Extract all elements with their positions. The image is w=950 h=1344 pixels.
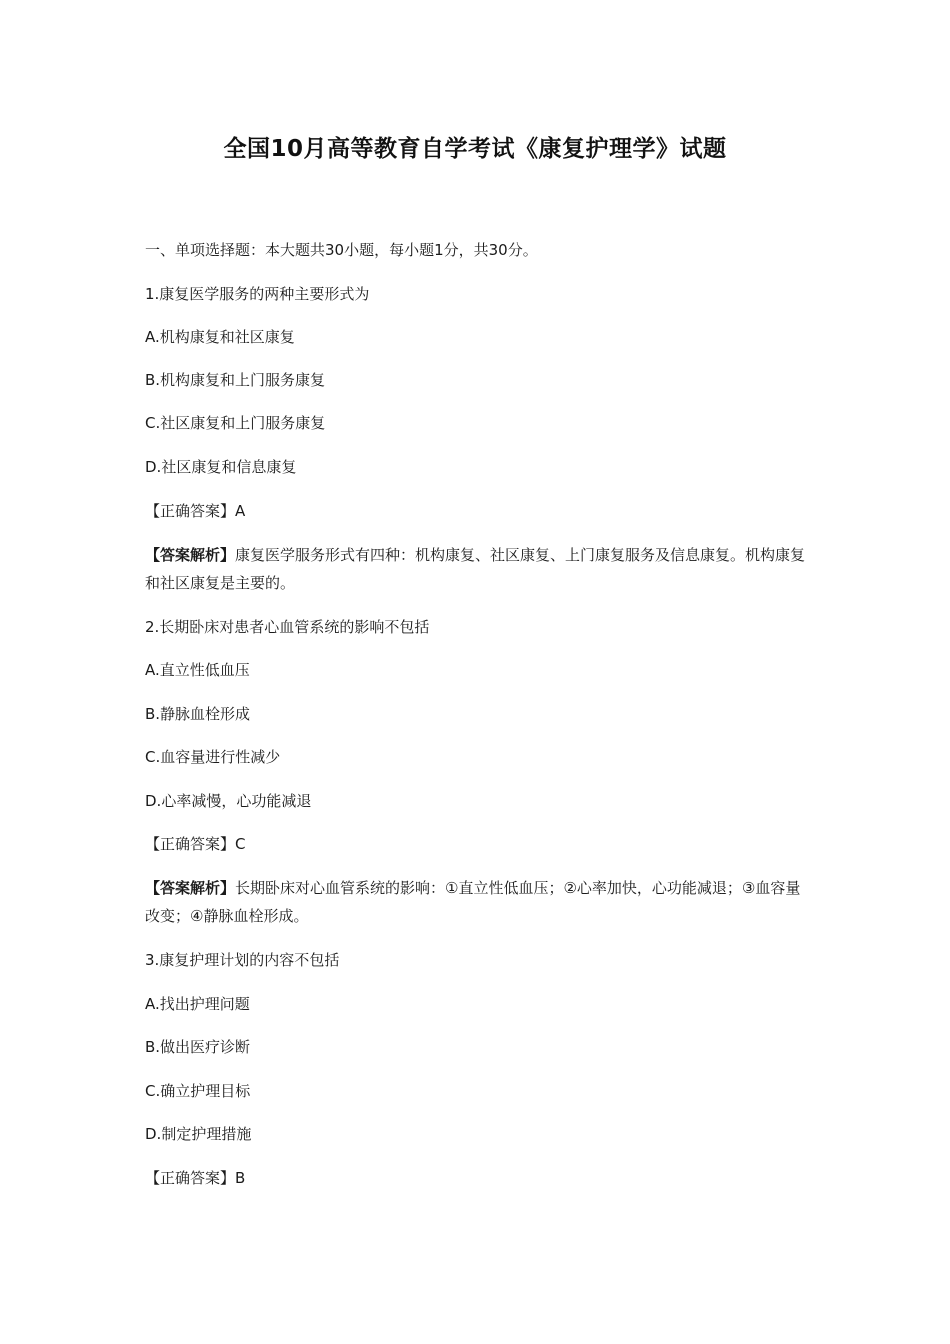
question-1-option-c: C.社区康复和上门服务康复 xyxy=(145,414,326,432)
question-2-option-c: C.血容量进行性减少 xyxy=(145,748,281,766)
question-2-option-b: B.静脉血栓形成 xyxy=(145,705,251,723)
question-3-option-a: A.找出护理问题 xyxy=(145,995,250,1013)
question-1-analysis xyxy=(145,541,810,597)
question-3-answer: 【正确答案】B xyxy=(145,1169,246,1187)
question-1-answer: 【正确答案】A xyxy=(145,502,246,520)
analysis-text: 康复医学服务形式有四种：机构康复、社区康复、上门康复服务及信息康复。机构康复和社区康复是主要的。 xyxy=(145,546,806,592)
question-2-analysis xyxy=(145,874,810,930)
question-3-option-b: B.做出医疗诊断 xyxy=(145,1038,251,1056)
section-heading: 一、单项选择题：本大题共30小题，每小题1分，共30分。 xyxy=(145,241,538,259)
document-title: 全国10月高等教育自学考试《康复护理学》试题 xyxy=(223,136,727,162)
question-1-option-b: B.机构康复和上门服务康复 xyxy=(145,371,326,389)
question-3-option-d: D.制定护理措施 xyxy=(145,1125,252,1143)
analysis-label: 【答案解析】 xyxy=(145,879,236,897)
question-2-stem: 2.长期卧床对患者心血管系统的影响不包括 xyxy=(145,618,430,636)
question-1-option-a: A.机构康复和社区康复 xyxy=(145,328,295,346)
question-2-option-d: D.心率减慢，心功能减退 xyxy=(145,792,312,810)
question-2-option-a: A.直立性低血压 xyxy=(145,661,250,679)
question-1-option-d: D.社区康复和信息康复 xyxy=(145,458,297,476)
analysis-label: 【答案解析】 xyxy=(145,546,236,564)
question-1-stem: 1.康复医学服务的两种主要形式为 xyxy=(145,285,370,303)
question-2-answer: 【正确答案】C xyxy=(145,835,246,853)
question-3-option-c: C.确立护理目标 xyxy=(145,1082,251,1100)
question-3-stem: 3.康复护理计划的内容不包括 xyxy=(145,951,340,969)
analysis-text: 长期卧床对心血管系统的影响：①直立性低血压；②心率加快，心功能减退；③血容量改变；④静脉血栓形成。 xyxy=(145,879,801,925)
